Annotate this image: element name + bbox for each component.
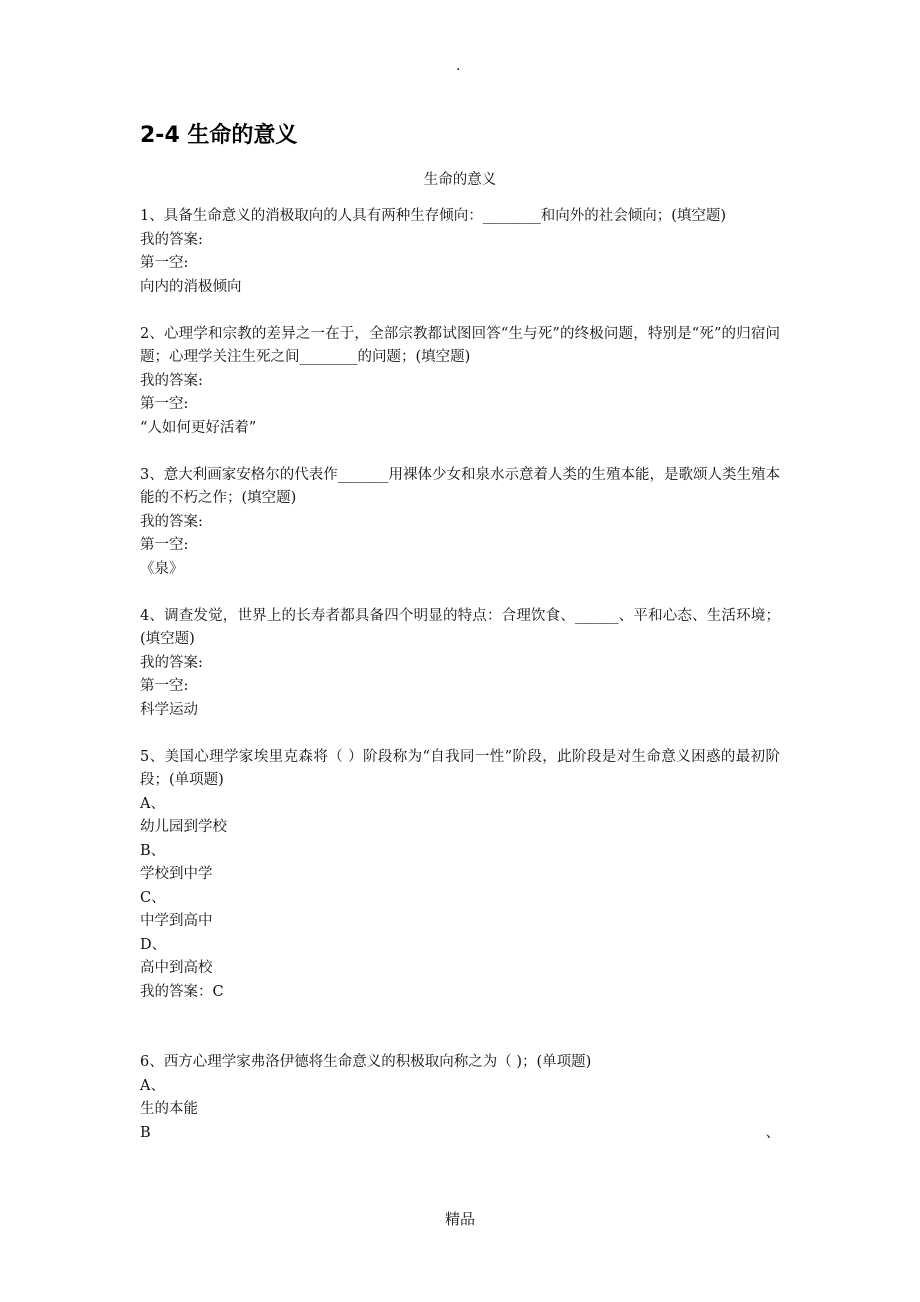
my-answer: 我的答案：C xyxy=(140,983,224,1000)
answer-text: 向内的消极倾向 xyxy=(140,278,242,295)
option-d-text: 高中到高校 xyxy=(140,960,213,976)
option-a-text: 幼儿园到学校 xyxy=(140,819,227,835)
my-answer-label: 我的答案: xyxy=(140,513,203,530)
first-blank-label: 第一空: xyxy=(140,396,189,412)
question-text: 1、具备生命意义的消极取向的人具有两种生存倾向：________和向外的社会倾向；(填空题) xyxy=(140,208,727,224)
question-text: 3、意大利画家安格尔的代表作_______用裸体少女和泉水示意着人类的生殖本能，是歌颂人类生殖本能的不朽之作；(填空题) xyxy=(140,466,780,506)
question-text: 2、心理学和宗教的差异之一在于，全部宗教都试图回答“生与死”的终极问题，特别是“死”的归宿问题；心理学关注生死之间________的问题；(填空题) xyxy=(140,325,780,365)
document-title: 2-4 生命的意义 xyxy=(140,123,298,148)
header-dot: . xyxy=(456,58,461,74)
question-text: 6、西方心理学家弗洛伊德将生命意义的积极取向称之为（ )；(单项题) xyxy=(140,1054,592,1070)
first-blank-label: 第一空: xyxy=(140,678,189,694)
option-b-row xyxy=(140,1122,780,1146)
option-d-letter: D、 xyxy=(140,936,167,953)
option-b-letter: B、 xyxy=(140,842,166,859)
first-blank-label: 第一空: xyxy=(140,537,189,553)
option-c-letter: C、 xyxy=(140,889,166,906)
option-b-text: 学校到中学 xyxy=(140,866,213,882)
answer-text: “人如何更好活着” xyxy=(140,419,257,436)
question-5 xyxy=(140,746,780,1005)
my-answer-label: 我的答案: xyxy=(140,372,203,389)
my-answer-label: 我的答案: xyxy=(140,654,203,671)
question-list xyxy=(140,205,780,1169)
question-text: 5、美国心理学家埃里克森将（ ）阶段称为“自我同一性”阶段，此阶段是对生命意义困惑的最初阶段；(单项题) xyxy=(140,748,780,788)
my-answer-label: 我的答案: xyxy=(140,231,203,248)
question-1 xyxy=(140,205,780,299)
option-a-letter: A、 xyxy=(140,795,165,812)
first-blank-label: 第一空: xyxy=(140,255,189,271)
option-b-letter: B xyxy=(140,1124,151,1141)
question-3 xyxy=(140,464,780,582)
option-c-text: 中学到高中 xyxy=(140,913,213,929)
answer-text: 《泉》 xyxy=(140,560,184,577)
question-text: 4、调查发觉，世界上的长寿者都具备四个明显的特点：合理饮食、______、平和心态、生活环境；(填空题) xyxy=(140,607,780,647)
option-a-text: 生的本能 xyxy=(140,1101,198,1117)
page-footer: 精品 xyxy=(444,1210,475,1228)
question-4 xyxy=(140,605,780,723)
option-a-letter: A、 xyxy=(140,1077,165,1094)
question-6 xyxy=(140,1051,780,1145)
section-subtitle: 生命的意义 xyxy=(423,172,497,188)
option-b-tail: 、 xyxy=(765,1124,780,1141)
answer-text: 科学运动 xyxy=(140,701,198,718)
question-2 xyxy=(140,323,780,441)
